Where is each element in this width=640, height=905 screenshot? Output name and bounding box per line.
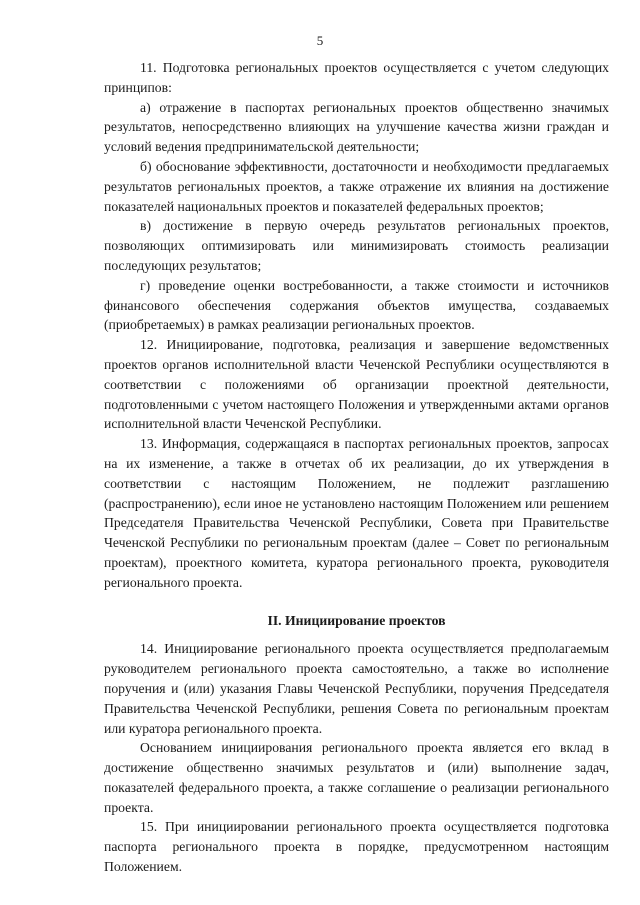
page-number: 5 [316, 33, 324, 48]
paragraph-12: 12. Инициирование, подготовка, реализация и завершение ведомственных проектов органов исполнительной власти Чеченской Республики осуществляются в соответствии с положениями об организации проектной деятельности, подготовленными с учетом настоящего Положения и утвержденными актами органов исполнительной власти Чеченской Республики. [104, 337, 609, 432]
section-heading: II. Инициирование проектов [267, 612, 446, 628]
paragraph-11-a: а) отражение в паспортах региональных проектов общественно значимых результатов, непосредственно влияющих на улучшение качества жизни граждан и условий ведения предпринимательской деятельности; [104, 99, 609, 155]
paragraph-11: 11. Подготовка региональных проектов осуществляется с учетом следующих принципов: [104, 60, 609, 95]
paragraph-13: 13. Информация, содержащаяся в паспортах региональных проектов, запросах на их изменение, а также в отчетах об их реализации, до их утверждения в соответствии с настоящим Положением, не подлежит разглашению (распространению), если иное не установлено настоящим Положением или решением Председателя Правительства Чеченской Республики, Совета при Правительстве Чеченской Республики по региональным проектам (далее – Совет по региональным проектам), проектного комитета, куратора регионального проекта, руководителя регионального проекта. [104, 436, 609, 590]
paragraph-14-basis: Основанием инициирования регионального проекта является его вклад в достижение общественно значимых результатов и (или) выполнение задач, показателей федерального проекта, а также соглашение о реализации регионального проекта. [104, 740, 609, 815]
paragraph-14: 14. Инициирование регионального проекта осуществляется предполагаемым руководителем регионального проекта самостоятельно, а также во исполнение поручения и (или) указания Главы Чеченской Республики, поручения Председателя Правительства Чеченской Республики, решения Совета по региональным проектам или куратора регионального проекта. [104, 641, 609, 736]
paragraph-11-g: г) проведение оценки востребованности, а также стоимости и источников финансового обеспечения содержания объектов имущества, создаваемых (приобретаемых) в рамках реализации региональных проектов. [104, 277, 609, 333]
document-body [104, 58, 609, 877]
paragraph-11-b: б) обоснование эффективности, достаточности и необходимости предлагаемых результатов региональных проектов, а также отражение их влияния на достижение показателей национальных проектов и показателей федеральных проектов; [104, 158, 609, 214]
paragraph-11-v: в) достижение в первую очередь результатов региональных проектов, позволяющих оптимизировать или минимизировать стоимость реализации последующих результатов; [104, 218, 609, 273]
paragraph-15: 15. При инициировании регионального проекта осуществляется подготовка паспорта регионального проекта в порядке, предусмотренном настоящим Положением. [104, 819, 609, 875]
